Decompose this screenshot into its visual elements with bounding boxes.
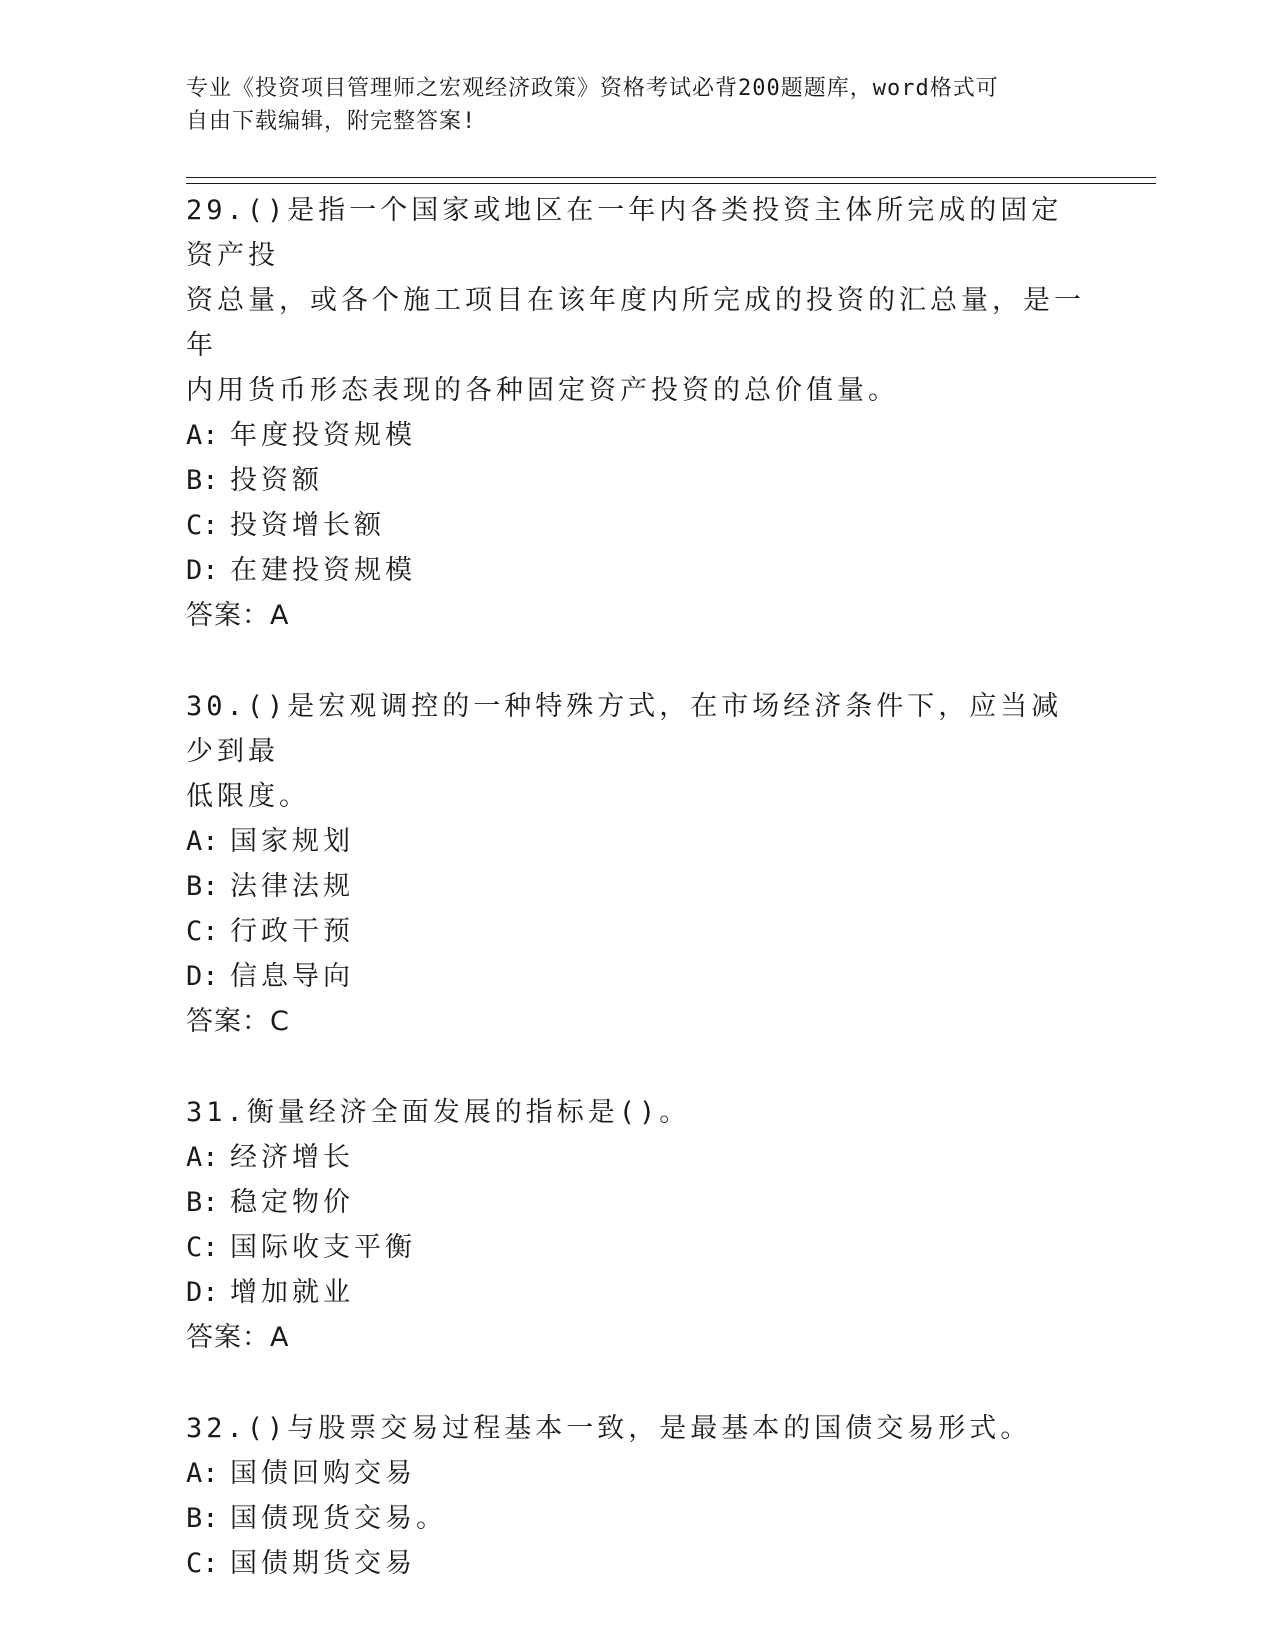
question-item <box>186 684 1086 1044</box>
answer-line: 答案：C <box>186 1006 290 1037</box>
option-key: B: <box>186 465 219 496</box>
option-text: 国债期货交易 <box>230 1548 416 1579</box>
answer-option <box>186 1270 1086 1315</box>
option-key: C: <box>186 1548 219 1579</box>
option-text: 行政干预 <box>230 916 354 947</box>
option-key: C: <box>186 510 219 541</box>
answer-option <box>186 954 1086 999</box>
option-key: D: <box>186 555 219 586</box>
header-divider-top <box>186 177 1156 178</box>
document-header <box>186 72 1066 138</box>
option-key: B: <box>186 1187 219 1218</box>
answer-option <box>186 413 1086 458</box>
answer-line: 答案：A <box>186 1322 290 1353</box>
question-stem-line: 低限度。 <box>186 781 310 812</box>
answer-option <box>186 1496 1086 1541</box>
answer-line: 答案：A <box>186 600 290 631</box>
question-stem-line: 29.()是指一个国家或地区在一年内各类投资主体所完成的固定资产投 <box>186 195 1063 271</box>
question-stem-line: 内用货币形态表现的各种固定资产投资的总价值量。 <box>186 375 899 406</box>
question-item <box>186 1406 1086 1586</box>
answer-option <box>186 503 1086 548</box>
question-stem-line: 31.衡量经济全面发展的指标是()。 <box>186 1097 691 1128</box>
header-line-1: 专业《投资项目管理师之宏观经济政策》资格考试必背200题题库，word格式可 <box>186 76 999 101</box>
header-divider-bottom <box>186 183 1156 184</box>
option-key: A: <box>186 420 219 451</box>
answer-option <box>186 864 1086 909</box>
answer-option <box>186 1135 1086 1180</box>
option-text: 信息导向 <box>230 961 354 992</box>
option-text: 在建投资规模 <box>230 555 416 586</box>
question-stem-line: 32.()与股票交易过程基本一致，是最基本的国债交易形式。 <box>186 1413 1032 1444</box>
answer-option <box>186 909 1086 954</box>
option-key: A: <box>186 826 219 857</box>
option-key: C: <box>186 916 219 947</box>
option-text: 国债回购交易 <box>230 1458 416 1489</box>
answer-option <box>186 819 1086 864</box>
option-text: 国际收支平衡 <box>230 1232 416 1263</box>
question-stem-line: 资总量，或各个施工项目在该年度内所完成的投资的汇总量，是一年 <box>186 285 1085 361</box>
option-key: A: <box>186 1458 219 1489</box>
question-item <box>186 1090 1086 1360</box>
option-text: 稳定物价 <box>230 1187 354 1218</box>
answer-option <box>186 1225 1086 1270</box>
option-key: A: <box>186 1142 219 1173</box>
header-line-2: 自由下载编辑，附完整答案! <box>186 109 477 134</box>
option-text: 法律法规 <box>230 871 354 902</box>
option-text: 投资额 <box>230 465 323 496</box>
option-key: D: <box>186 1277 219 1308</box>
option-key: D: <box>186 961 219 992</box>
option-text: 增加就业 <box>230 1277 354 1308</box>
answer-option <box>186 1451 1086 1496</box>
answer-option <box>186 1541 1086 1586</box>
option-key: C: <box>186 1232 219 1263</box>
option-text: 国家规划 <box>230 826 354 857</box>
option-text: 投资增长额 <box>230 510 385 541</box>
question-list <box>186 188 1086 1632</box>
answer-option <box>186 548 1086 593</box>
option-text: 经济增长 <box>230 1142 354 1173</box>
option-text: 国债现货交易。 <box>230 1503 447 1534</box>
question-stem-line: 30.()是宏观调控的一种特殊方式，在市场经济条件下，应当减少到最 <box>186 691 1063 767</box>
option-key: B: <box>186 871 219 902</box>
option-text: 年度投资规模 <box>230 420 416 451</box>
option-key: B: <box>186 1503 219 1534</box>
answer-option <box>186 458 1086 503</box>
question-item <box>186 188 1086 638</box>
answer-option <box>186 1180 1086 1225</box>
